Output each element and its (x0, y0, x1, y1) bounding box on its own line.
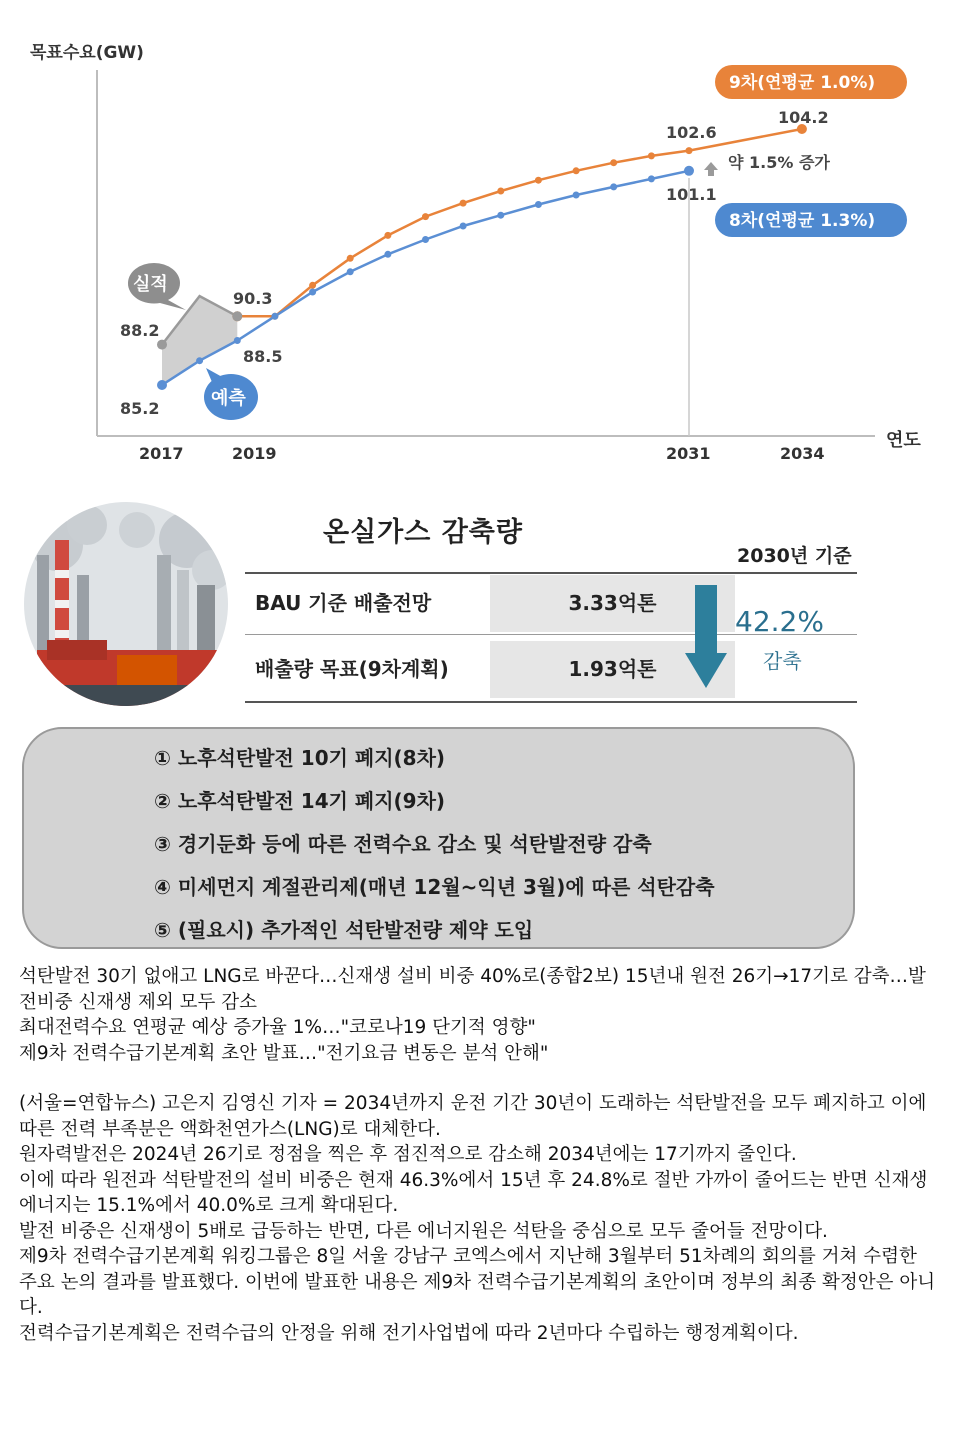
series-8th-point (384, 251, 391, 258)
legend-9th-label: 9차(연평균 1.0%) (729, 73, 876, 93)
power-plant-illustration (17, 500, 235, 708)
paragraph-4: 발전 비중은 신재생이 5배로 급등하는 반면, 다른 에너지원은 석탄을 중심으로 모두 줄어들 전망이다. (19, 1220, 828, 1242)
down-arrow-icon (685, 585, 727, 690)
actual-bubble-label: 실적 (133, 274, 168, 295)
ghg-reduction-label: 감축 (763, 649, 802, 673)
series-9th-point (460, 200, 467, 207)
up-arrow-icon (704, 162, 718, 176)
series-8th-point (196, 357, 203, 364)
measures-box (22, 727, 855, 949)
x-tick-2019: 2019 (232, 444, 277, 463)
legend-9th (715, 65, 907, 99)
x-tick-2034: 2034 (780, 444, 825, 463)
headline-3: 제9차 전력수급기본계획 초안 발표…"전기요금 변동은 분석 안해" (19, 1042, 549, 1064)
series-8th-points (157, 166, 694, 390)
label-102-6: 102.6 (666, 123, 717, 142)
label-101-1: 101.1 (666, 185, 717, 204)
increase-note-text: 약 1.5% 증가 (728, 153, 830, 172)
ghg-top-border (245, 572, 857, 574)
series-9th-point (422, 213, 429, 220)
ghg-row-target-value: 1.93억톤 (490, 641, 735, 698)
series-8th-point (684, 166, 694, 176)
forecast-bubble (204, 368, 258, 420)
actual-point (157, 340, 167, 350)
x-tick-2031: 2031 (666, 444, 711, 463)
series-9th-point (573, 167, 580, 174)
article-body (19, 964, 939, 1346)
series-8th-point (234, 337, 241, 344)
label-104-2: 104.2 (778, 108, 829, 127)
series-8th-point (610, 183, 617, 190)
series-8th-line (162, 171, 689, 385)
series-9th-point (610, 159, 617, 166)
measure-item: ⑤ (필요시) 추가적인 석탄발전량 제약 도입 (154, 918, 534, 942)
series-9th-point (309, 282, 316, 289)
actual-point (232, 311, 242, 321)
ghg-basis: 2030년 기준 (737, 545, 852, 567)
headline-1: 석탄발전 30기 없애고 LNG로 바꾼다…신재생 설비 비중 40%로(종합2보) 15년내 원전 26기→17기로 감축…발전비중 신재생 제외 모두 감소 (19, 966, 926, 1013)
paragraph-3: 이에 따라 원전과 석탄발전의 설비 비중은 현재 46.3%에서 15년 후 24.8%로 절반 가까이 줄어드는 반면 신재생에너지는 15.1%에서 40.0%로 크게 확대된다. (19, 1169, 928, 1216)
label-85-2: 85.2 (120, 399, 160, 418)
measure-item: ① 노후석탄발전 10기 폐지(8차) (154, 746, 446, 770)
series-8th-point (422, 236, 429, 243)
label-88-2: 88.2 (120, 321, 160, 340)
series-9th-point (686, 147, 693, 154)
paragraph-1: (서울=연합뉴스) 고은지 김영신 기자 = 2034년까지 운전 기간 30년이 도래하는 석탄발전을 모두 폐지하고 이에 따른 전력 부족분은 액화천연가스(LNG)로 대체한다. (19, 1093, 927, 1140)
series-9th-point (535, 177, 542, 184)
ghg-bottom-border (245, 701, 857, 703)
ghg-title: 온실가스 감축량 (323, 517, 523, 548)
measure-item: ② 노후석탄발전 14기 폐지(9차) (154, 789, 446, 813)
ghg-reduction-pct: 42.2% (735, 605, 824, 638)
series-9th-point (384, 232, 391, 239)
y-axis-label: 목표수요(GW) (30, 43, 144, 63)
paragraph-6: 전력수급기본계획은 전력수급의 안정을 위해 전기사업법에 따라 2년마다 수립하는 행정계획이다. (19, 1322, 799, 1344)
series-8th-point (271, 313, 278, 320)
headline-2: 최대전력수요 연평균 예상 증가율 1%…"코로나19 단기적 영향" (19, 1017, 536, 1038)
series-8th-point (535, 201, 542, 208)
series-8th-point (497, 212, 504, 219)
series-8th-point (573, 192, 580, 199)
series-8th-point (460, 223, 467, 230)
measure-item: ④ 미세먼지 계절관리제(매년 12월~익년 3월)에 따른 석탄감축 (154, 875, 715, 899)
increase-note (704, 153, 830, 176)
series-8th-point (309, 289, 316, 296)
x-tick-2017: 2017 (139, 444, 184, 463)
series-9th-point (648, 152, 655, 159)
series-9th-point (347, 255, 354, 262)
label-88-5: 88.5 (243, 347, 283, 366)
legend-8th-label: 8차(연평균 1.3%) (729, 211, 876, 231)
ghg-row-bau-value: 3.33억톤 (490, 575, 735, 632)
ghg-row-bau-label: BAU 기준 배출전망 (255, 591, 432, 615)
paragraph-5: 제9차 전력수급기본계획 워킹그룹은 8일 서울 강남구 코엑스에서 지난해 3월부터 51차례의 회의를 거쳐 수렴한 주요 논의 결과를 발표했다. 이번에 발표한 내용은 제9차 전력수급기본계획의 초안이며 정부의 최종 확정안은 아니다. (19, 1246, 936, 1318)
paragraph-2: 원자력발전은 2024년 26기로 정점을 찍은 후 점진적으로 감소해 2034년에는 17기까지 줄인다. (19, 1144, 797, 1165)
label-90-3: 90.3 (233, 289, 273, 308)
ghg-row-target-label: 배출량 목표(9차계획) (255, 657, 449, 681)
series-8th-point (347, 268, 354, 275)
x-axis-label: 연도 (886, 430, 921, 451)
legend-8th (715, 203, 907, 237)
series-8th-point (648, 175, 655, 182)
series-8th-point (157, 380, 167, 390)
actual-bubble (128, 263, 186, 310)
series-9th-point (497, 188, 504, 195)
measure-item: ③ 경기둔화 등에 따른 전력수요 감소 및 석탄발전량 감축 (154, 832, 652, 856)
demand-chart (0, 0, 955, 490)
forecast-bubble-label: 예측 (211, 388, 246, 409)
